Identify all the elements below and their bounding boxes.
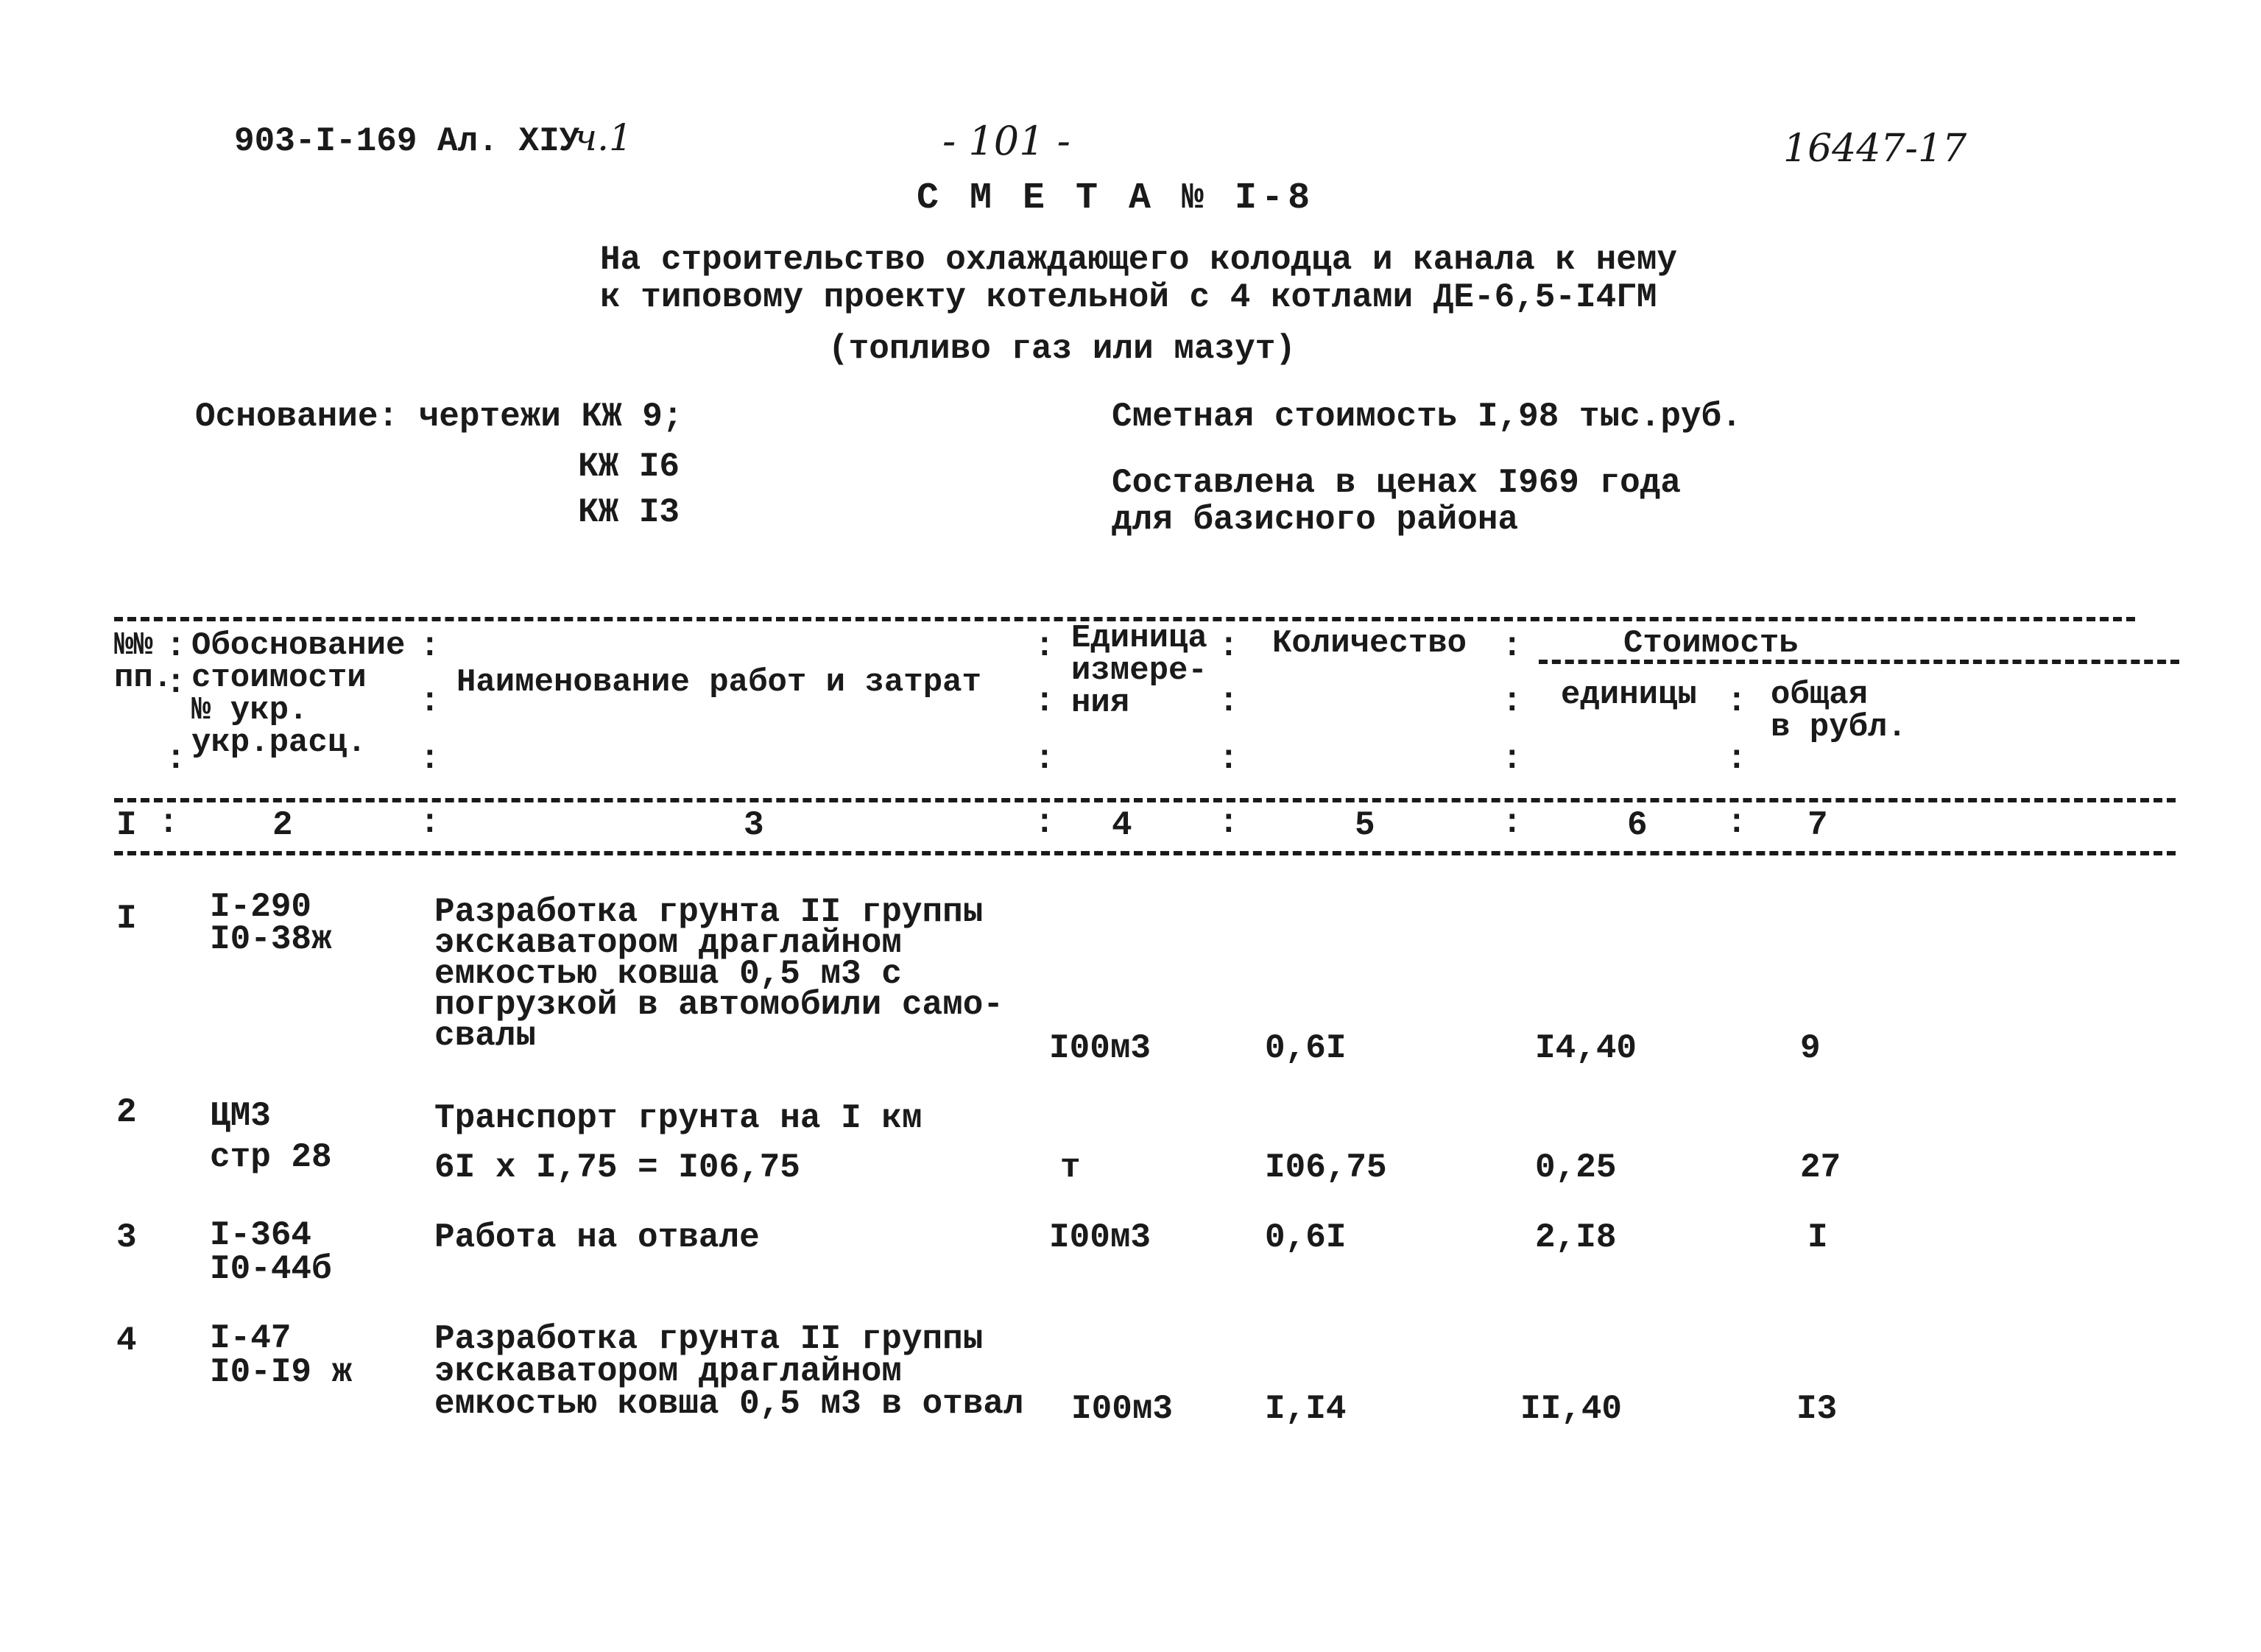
separator: : bbox=[1502, 682, 1523, 721]
separator: : bbox=[1502, 804, 1523, 842]
page-number: - 101 - bbox=[942, 118, 1070, 164]
separator: : bbox=[1502, 740, 1523, 778]
basis-label: Основание: чертежи КЖ 9; bbox=[195, 398, 683, 436]
row-quantity: I,I4 bbox=[1265, 1390, 1347, 1428]
header-cost-group: Стоимость bbox=[1623, 625, 1799, 662]
row-unit: I00м3 bbox=[1049, 1029, 1151, 1067]
header-unit: Единица измере- ния bbox=[1071, 620, 1207, 721]
header-unit-cost: единицы bbox=[1561, 677, 1697, 713]
row-unit: I00м3 bbox=[1049, 1218, 1151, 1257]
header-bottom-rule bbox=[114, 798, 2176, 802]
row-price-basis: I-364 I0-44б bbox=[210, 1216, 332, 1288]
column-number-1: I bbox=[116, 806, 137, 844]
row-total-cost: 27 bbox=[1800, 1148, 1841, 1187]
separator: : bbox=[1218, 682, 1239, 721]
separator: : bbox=[166, 627, 186, 666]
price-basis-line-2: для базисного района bbox=[1112, 501, 1519, 539]
document-code: 903-I-169 Ал. XIУ bbox=[234, 122, 580, 160]
basis-drawing-2: КЖ I6 bbox=[578, 448, 680, 486]
header-work-name: Наименование работ и затрат bbox=[456, 664, 981, 701]
header-quantity: Количество bbox=[1272, 625, 1467, 662]
row-work-name: Работа на отвале bbox=[434, 1218, 760, 1257]
separator: : bbox=[420, 804, 440, 842]
row-number: 3 bbox=[116, 1218, 137, 1257]
estimate-title: С М Е Т А № I-8 bbox=[917, 177, 1315, 219]
row-calculation: 6I x I,75 = I06,75 bbox=[434, 1148, 800, 1187]
column-number-6: 6 bbox=[1627, 806, 1648, 844]
title-line-3: (топливо газ или мазут) bbox=[828, 330, 1296, 368]
row-unit-cost: 2,I8 bbox=[1535, 1218, 1617, 1257]
row-total-cost: 9 bbox=[1800, 1029, 1821, 1067]
column-number-5: 5 bbox=[1355, 806, 1375, 844]
row-unit: I00м3 bbox=[1071, 1390, 1174, 1428]
basis-drawing-3: КЖ I3 bbox=[578, 493, 680, 532]
row-unit-cost: 0,25 bbox=[1535, 1148, 1617, 1187]
separator: : bbox=[1502, 627, 1523, 666]
row-unit-cost: II,40 bbox=[1520, 1390, 1623, 1428]
separator: : bbox=[1218, 804, 1239, 842]
row-quantity: 0,6I bbox=[1265, 1218, 1347, 1257]
row-total-cost: I bbox=[1807, 1218, 1828, 1257]
separator: : bbox=[420, 627, 440, 666]
row-price-basis: I-47 I0-I9 ж bbox=[210, 1319, 353, 1391]
row-price-basis: I-290 I0-38ж bbox=[210, 888, 332, 959]
archive-number: 16447-17 bbox=[1783, 127, 1967, 171]
separator: : bbox=[1034, 804, 1055, 842]
column-number-2: 2 bbox=[272, 806, 293, 844]
separator: : bbox=[1726, 804, 1747, 842]
separator: : bbox=[1218, 740, 1239, 778]
separator: : bbox=[1034, 740, 1055, 778]
header-row-number: №№ пп. bbox=[114, 627, 173, 696]
header-price-basis: Обоснование стоимости № укр. укр.расц. bbox=[191, 627, 406, 761]
separator: : bbox=[1034, 682, 1055, 721]
price-basis-line-1: Составлена в ценах I969 года bbox=[1112, 464, 1681, 502]
row-unit-cost: I4,40 bbox=[1535, 1029, 1637, 1067]
estimated-cost: Сметная стоимость I,98 тыс.руб. bbox=[1112, 398, 1742, 436]
row-work-name: Разработка грунта II группы экскаватором драглайном емкостью ковша 0,5 м3 с погрузкой в автомобили само- свалы bbox=[434, 893, 1003, 1055]
row-number: 2 bbox=[116, 1093, 137, 1132]
row-number: I bbox=[116, 900, 137, 938]
row-price-basis: ЦМ3 стр 28 bbox=[210, 1097, 332, 1176]
header-total-cost: общая в рубл. bbox=[1771, 677, 1907, 746]
row-quantity: I06,75 bbox=[1265, 1148, 1387, 1187]
separator: : bbox=[420, 682, 440, 721]
separator: : bbox=[158, 804, 179, 842]
document-part-handwritten: ч.1 bbox=[574, 116, 632, 159]
column-number-7: 7 bbox=[1807, 806, 1828, 844]
row-number: 4 bbox=[116, 1321, 137, 1360]
row-quantity: 0,6I bbox=[1265, 1029, 1347, 1067]
column-number-rule bbox=[114, 851, 2176, 855]
separator: : bbox=[1034, 627, 1055, 666]
separator: : bbox=[1218, 627, 1239, 666]
separator: : bbox=[166, 664, 186, 702]
separator: : bbox=[166, 740, 186, 778]
column-number-3: 3 bbox=[744, 806, 764, 844]
separator: : bbox=[1726, 740, 1747, 778]
row-work-name: Транспорт грунта на I км bbox=[434, 1099, 923, 1137]
title-line-1: На строительство охлаждающего колодца и канала к нему bbox=[600, 241, 1678, 279]
title-line-2: к типовому проекту котельной с 4 котлами ДЕ-6,5-I4ГМ bbox=[600, 278, 1657, 317]
row-unit: т bbox=[1060, 1148, 1081, 1187]
separator: : bbox=[1726, 682, 1747, 721]
row-work-name: Разработка грунта II группы экскаватором драглайном емкостью ковша 0,5 м3 в отвал bbox=[434, 1320, 1024, 1423]
row-total-cost: I3 bbox=[1796, 1390, 1838, 1428]
separator: : bbox=[420, 740, 440, 778]
column-number-4: 4 bbox=[1112, 806, 1132, 844]
